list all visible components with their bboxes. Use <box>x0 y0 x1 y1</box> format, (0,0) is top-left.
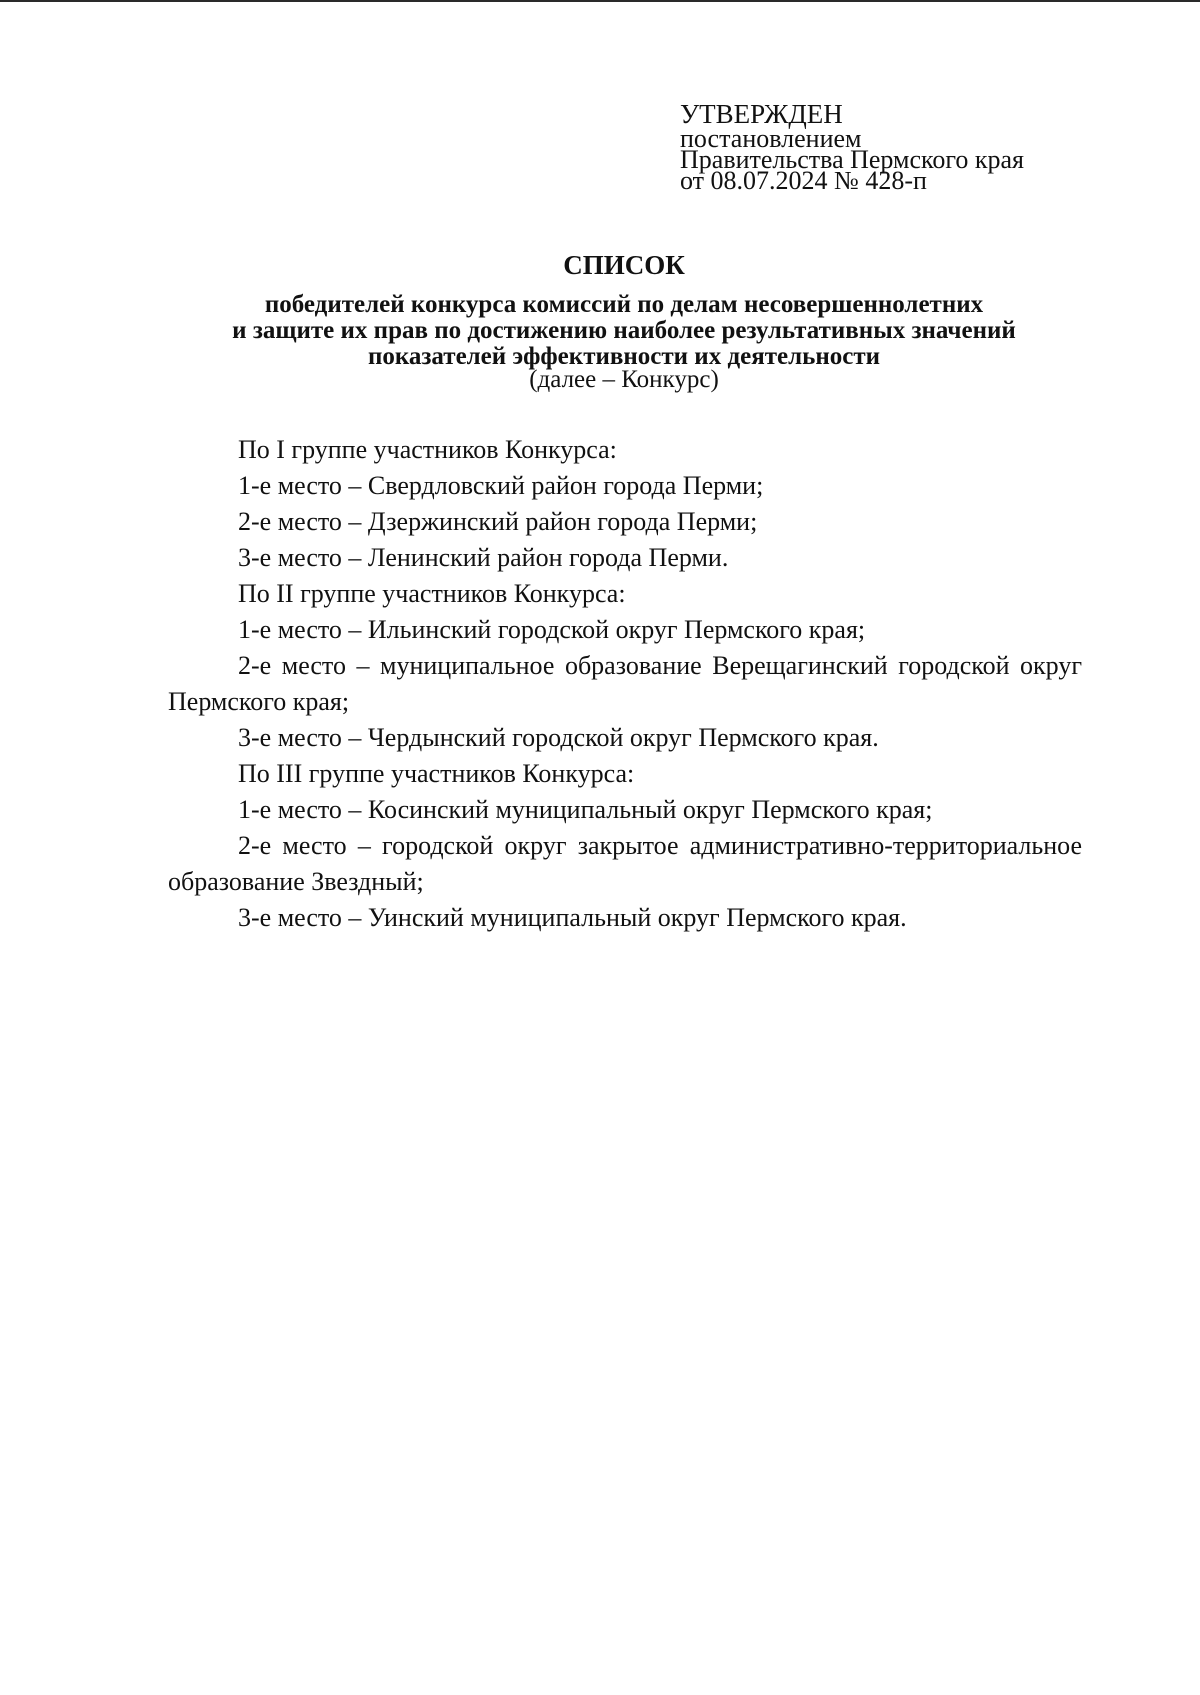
subtitle-line: победителей конкурса комиссий по делам несовершеннолетних <box>264 291 984 318</box>
approved-label: УТВЕРЖДЕН <box>680 99 843 129</box>
approving-authority: Правительства Пермского края <box>680 145 1024 174</box>
subtitle-line: и защите их прав по достижению наиболее результативных значений <box>232 317 1016 344</box>
subtitle-line: показателей эффективности их деятельности <box>367 343 881 370</box>
approved-by-label: постановлением <box>680 124 862 153</box>
place-item: 1-е место – Косинский муниципальный округ Пермского края; <box>238 795 933 824</box>
document-title: СПИСОК <box>563 250 685 280</box>
subtitle-note: (далее – Конкурс) <box>529 366 719 393</box>
document-subtitle <box>100 292 1148 370</box>
group-header: По II группе участников Конкурса: <box>238 579 626 608</box>
place-item: 2-е место – городской округ закрытое административно-территориальное образование Звездный; <box>168 831 1082 896</box>
place-item: 1-е место – Свердловский район города Перми; <box>238 471 764 500</box>
group-header: По III группе участников Конкурса: <box>238 759 635 788</box>
place-item: 3-е место – Ленинский район города Перми. <box>238 543 729 572</box>
place-item: 1-е место – Ильинский городской округ Пермского края; <box>238 615 866 644</box>
place-item: 2-е место – муниципальное образование Верещагинский городской округ Пермского края; <box>168 651 1082 716</box>
winners-list <box>168 432 1082 936</box>
resolution-date-number: от 08.07.2024 № 428-п <box>680 166 927 195</box>
approval-stamp-block <box>680 99 1160 195</box>
group-header: По I группе участников Конкурса: <box>238 435 617 464</box>
place-item: 3-е место – Уинский муниципальный округ Пермского края. <box>238 903 907 932</box>
place-item: 2-е место – Дзержинский район города Перми; <box>238 507 758 536</box>
scan-edge <box>0 0 1200 2</box>
place-item: 3-е место – Чердынский городской округ Пермского края. <box>238 723 879 752</box>
